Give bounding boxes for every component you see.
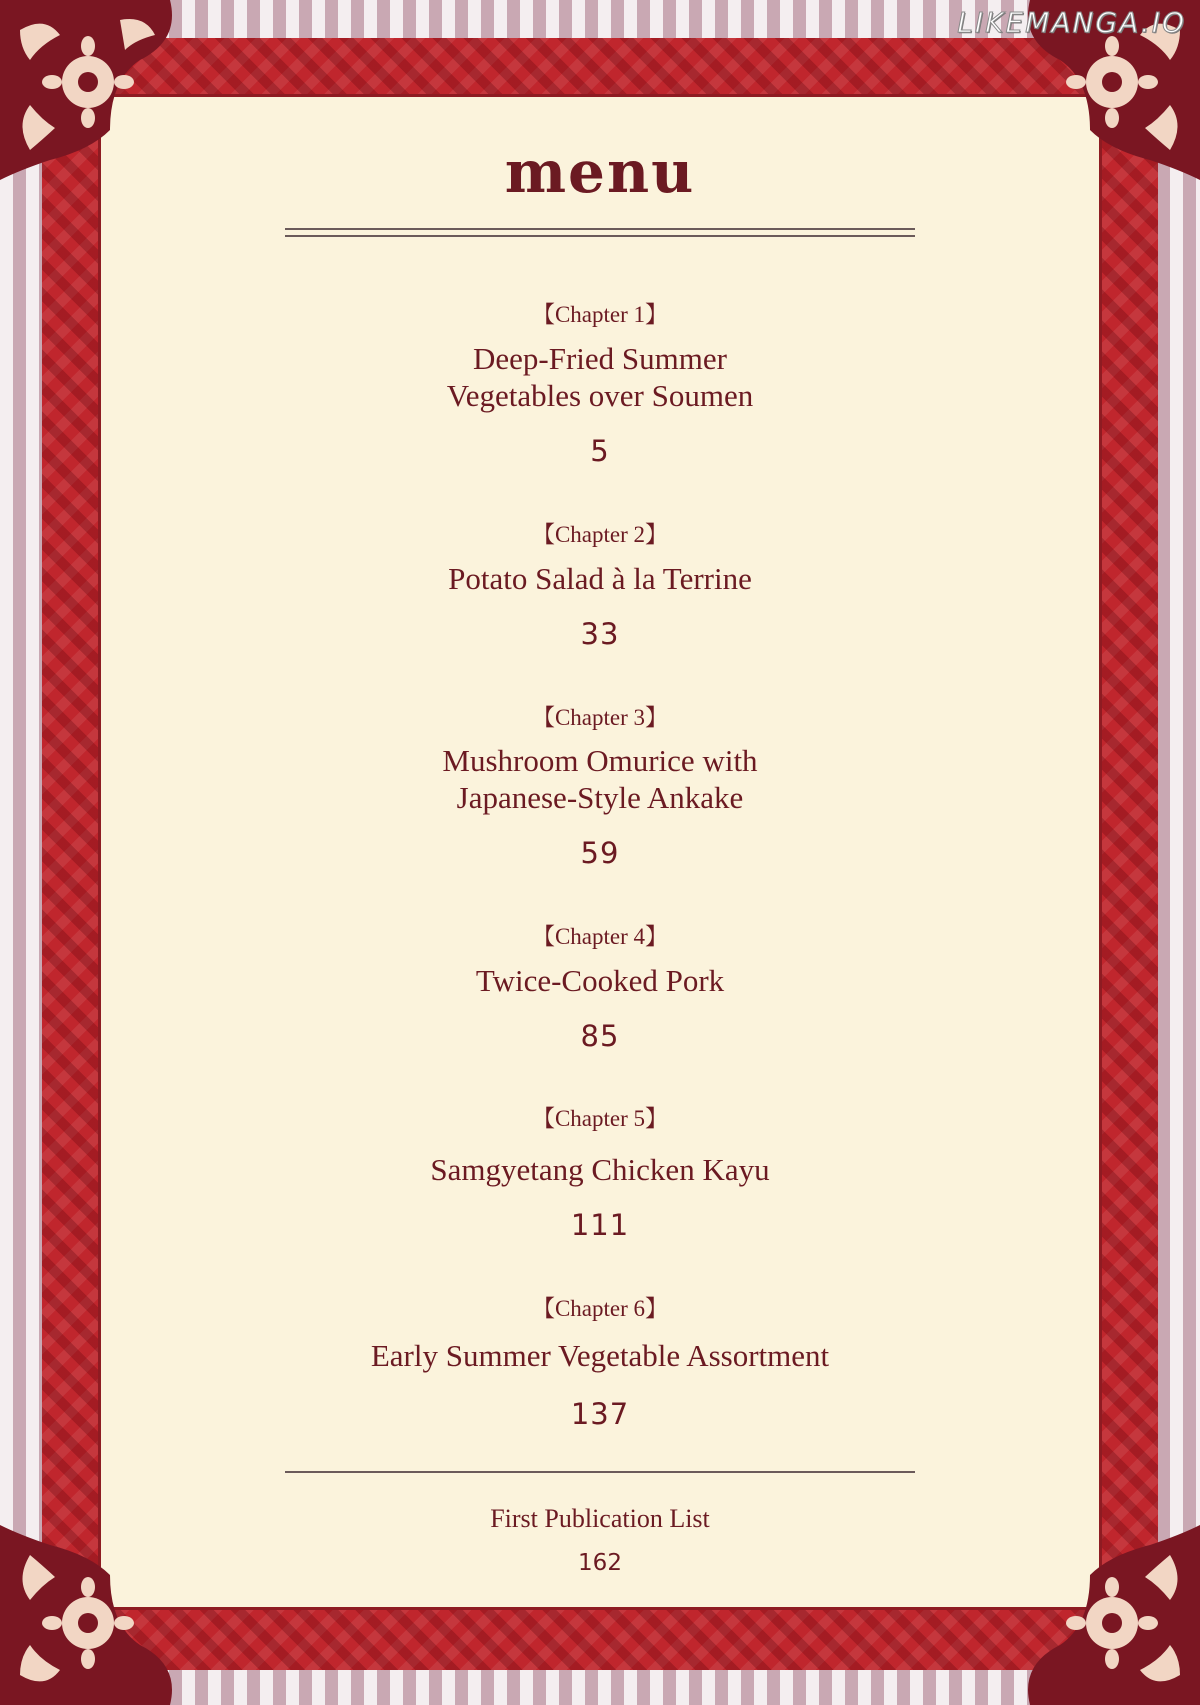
chapter-dish-line: Vegetables over Soumen — [446, 378, 754, 413]
chapter-label: 【Chapter 4】 — [531, 924, 669, 949]
chapter-dish-line: Early Summer Vegetable Assortment — [370, 1338, 830, 1373]
chapter-label: 【Chapter 2】 — [531, 522, 669, 547]
chapter-page-number: 5 — [590, 434, 610, 468]
footer-label: First Publication List — [490, 1504, 710, 1533]
chapter-page-number: 59 — [580, 836, 620, 870]
chapter-dish-line: Japanese-Style Ankake — [456, 780, 744, 815]
chapter-label: 【Chapter 5】 — [531, 1106, 669, 1131]
page-title: menu — [504, 138, 696, 206]
chapter-dish-line: Deep-Fried Summer — [473, 341, 727, 376]
chapter-dish-line: Twice-Cooked Pork — [475, 963, 725, 998]
chapter-page-number: 137 — [570, 1397, 630, 1431]
chapter-dish-line: Potato Salad à la Terrine — [448, 561, 752, 596]
chapter-label: 【Chapter 1】 — [531, 302, 669, 327]
title-divider — [285, 228, 915, 237]
menu-content — [98, 94, 1102, 1610]
chapter-dish-line: Mushroom Omurice with — [442, 743, 758, 778]
chapter-page-number: 85 — [580, 1019, 620, 1053]
watermark: LIKEMANGA.IO — [957, 6, 1186, 39]
chapter-page-number: 33 — [580, 617, 620, 651]
chapter-label: 【Chapter 3】 — [531, 705, 669, 730]
chapter-label: 【Chapter 6】 — [531, 1296, 669, 1321]
footer-page-number: 162 — [578, 1550, 622, 1576]
chapter-dish-line: Samgyetang Chicken Kayu — [430, 1152, 770, 1187]
footer-divider — [285, 1471, 915, 1473]
chapter-page-number: 111 — [570, 1208, 630, 1242]
